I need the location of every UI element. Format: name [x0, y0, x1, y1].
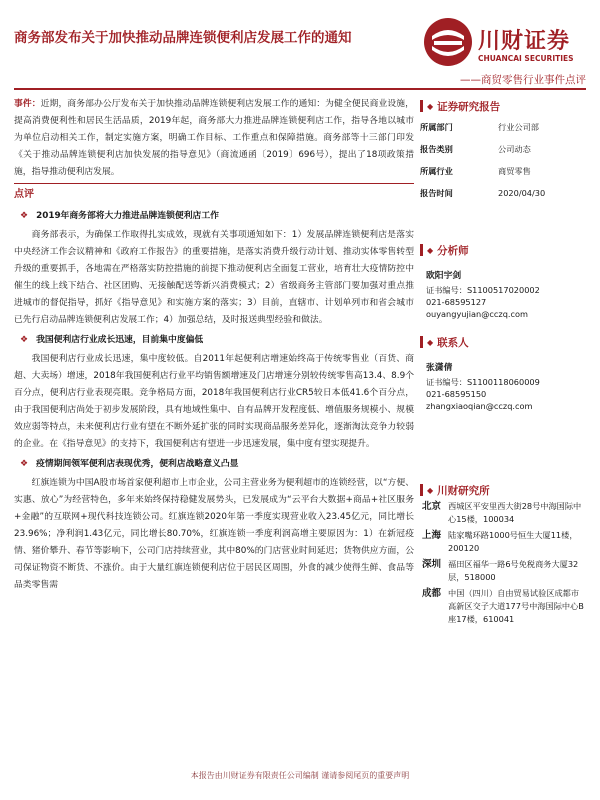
address-text: 福田区福华一路6号免税商务大厦32层，518000: [448, 559, 579, 582]
section-heading-text: 疫情期间领军便利店表现优秀，便利店战略意义凸显: [36, 459, 239, 469]
analyst-phone: 021-68595127: [426, 297, 487, 307]
section-heading: [14, 456, 414, 473]
event-text: 近期，商务部办公厅发布关于加快推动品牌连锁便利店发展工作的通知：为健全便民商业设施，提高消费便利性和居民生活品质，2019年起，商务部大力推进品牌连锁便利店工作，指导各地以城市为单位启动相关工作，制定实施方案，明确工作目标、工作重点和保障措施。商务部等十三部门印发《关于推动品牌连锁便利店加快发展的指导意见》（商流通函〔2019〕696号），提出了18项政策措施，指导推动便利店发展。: [14, 99, 414, 177]
company-logo: [420, 14, 592, 74]
address-item: [422, 558, 586, 584]
report-subtitle: ——商贸零售行业事件点评: [460, 74, 586, 86]
address-item: [422, 500, 586, 526]
section-heading: [14, 208, 414, 225]
info-row: [420, 138, 586, 160]
analyst-heading: [420, 240, 586, 260]
diamond-bullet-icon: ❖: [20, 459, 29, 469]
address-city: 成都: [422, 588, 442, 599]
contact-email: zhangxiaoqian@cczq.com: [426, 401, 533, 411]
address-city: 北京: [422, 501, 442, 512]
diamond-bullet-icon: ◆: [427, 245, 434, 255]
address-text: 中国（四川）自由贸易试验区成都市高新区交子大道177号中海国际中心B座17楼，610041: [448, 588, 584, 624]
report-title: 商务部发布关于加快推动品牌连锁便利店发展工作的通知: [14, 30, 352, 46]
contact-card: [426, 362, 586, 412]
info-key: 报告时间: [420, 187, 453, 198]
info-key: 所属部门: [420, 121, 453, 132]
institute-heading: [420, 480, 586, 500]
event-label: 事件：: [14, 99, 41, 109]
address-text: 陆家嘴环路1000号恒生大厦11楼，200120: [448, 530, 578, 553]
section-heading: [14, 332, 414, 349]
address-item: [422, 587, 586, 626]
address-item: [422, 529, 586, 555]
analyst-email: ouyangyujian@cczq.com: [426, 309, 529, 319]
report-info-heading-text: 证券研究报告: [437, 100, 501, 113]
event-paragraph: [14, 96, 414, 181]
section-paragraph: 我国便利店行业成长迅速，集中度较低。自2011年起便利店增速始终高于传统零售业（百货、商超、大卖场）增速，2018年我国便利店行业平均销售额增速及门店增速分别较传统零售高13.4、8.9个百分点，便利店行业表现亮眼。竞争格局方面，2018年我国便利店行业CR5较日本低41.6个百分点，由于我国便利店尚处于初步发展阶段，具有地域性集中、自有品牌开发程度低、增值服务规模小、规模效应弱等特点，未来便利店行业有望在不断外延扩张的同时实现商品服务差异化，逐渐淘汰竞争力较弱的企业。在《指导意见》的支持下，我国便利店有望进一步迅速发展，集中度有望实现提升。: [14, 354, 414, 449]
info-row: [420, 160, 586, 182]
contact-cert: 证书编号：S1100118060009: [426, 377, 540, 387]
contact-name: 张潇倩: [426, 363, 453, 373]
heading-bar-icon: [420, 336, 423, 348]
section-paragraph: 红旗连锁为中国A股市场首家便利超市上市企业，公司主营业务为便利超市的连锁经营，以“方便、实惠、放心”为经营特色，多年来始终保持稳健发展势头，已发展成为“云平台大数据+商品+社区服务+金融”的互联网+现代科技连锁公司。红旗连锁2020年第一季度实现营业收入23.45亿元，同比增长23.96%；净利润1.43亿元，同比增长80.70%，红旗连锁一季度利润高增主要原因为：1）在新冠疫情、猪价攀升、春节等影响下，公司门店持续营业，其中80%的门店营业时间延迟；货物供应方面，公司保证物资不断货、不涨价。由于大量红旗连锁便利店位于居民区周围，外食的减少使得生鲜、食品等品类零售需: [14, 478, 414, 590]
diamond-bullet-icon: ◆: [427, 337, 434, 347]
contact-heading-text: 联系人: [437, 336, 469, 349]
heading-bar-icon: [420, 484, 423, 496]
info-value: 公司动态: [498, 143, 531, 154]
info-value: 2020/04/30: [498, 188, 546, 198]
page-footer: 本报告由川财证券有限责任公司编制 谨请参阅尾页的重要声明: [190, 771, 410, 780]
comment-label: 点评: [14, 189, 34, 200]
diamond-bullet-icon: ◆: [427, 101, 434, 111]
info-row: [420, 116, 586, 138]
logo-name: 川财证券: [478, 29, 571, 54]
logo-english: CHUANCAI SECURITIES: [478, 54, 574, 63]
sidebar: [420, 96, 586, 629]
section-paragraph: 商务部表示，为确保工作取得扎实成效，现就有关事项通知如下：1）发展品牌连锁便利店是落实中央经济工作会议精神和《政府工作报告》的重要措施，是落实消费升级行动计划、推动实体零售转型升级的重要抓手，各地需在严格落实防控措施的前提下推动便利店全面复工营业，培育壮大疫情防控中催生的线上线下结合、社区团购、无接触配送等新兴消费模式；2）省级商务主管部门要加强对重点推进城市的督促指导，抓好《指导意见》和实施方案的落实；3）目前，直辖市、计划单列市和省会城市已先行启动品牌连锁便利店发展工作；4）加强总结，及时报送典型经验和做法。: [14, 230, 414, 325]
institute-heading-text: 川财研究所: [437, 484, 490, 497]
contact-heading: [420, 332, 586, 352]
chuancai-logo-icon: [422, 16, 474, 68]
info-value: 商贸零售: [498, 165, 531, 176]
header-divider: [14, 88, 586, 90]
diamond-bullet-icon: ❖: [20, 335, 29, 345]
analyst-name: 欧阳宇剑: [426, 271, 462, 281]
heading-bar-icon: [420, 244, 423, 256]
analyst-cert: 证书编号：S1100517020002: [426, 285, 540, 295]
info-key: 报告类别: [420, 143, 453, 154]
contact-phone: 021-68595150: [426, 389, 487, 399]
analyst-heading-text: 分析师: [437, 244, 469, 257]
report-info-heading: [420, 96, 586, 116]
address-city: 深圳: [422, 559, 442, 570]
diamond-bullet-icon: ◆: [427, 485, 434, 495]
main-content: [14, 96, 414, 594]
info-row: [420, 182, 586, 204]
analyst-card: [426, 270, 586, 320]
event-divider: [14, 183, 414, 184]
info-key: 所属行业: [420, 165, 453, 176]
diamond-bullet-icon: ❖: [20, 211, 29, 221]
info-value: 行业公司部: [498, 121, 539, 132]
section-heading-text: 我国便利店行业成长迅速，目前集中度偏低: [36, 335, 204, 345]
address-text: 西城区平安里西大街28号中海国际中心15楼，100034: [448, 501, 582, 524]
heading-bar-icon: [420, 100, 423, 112]
address-city: 上海: [422, 530, 442, 541]
section-heading-text: 2019年商务部将大力推进品牌连锁便利店工作: [36, 211, 219, 221]
